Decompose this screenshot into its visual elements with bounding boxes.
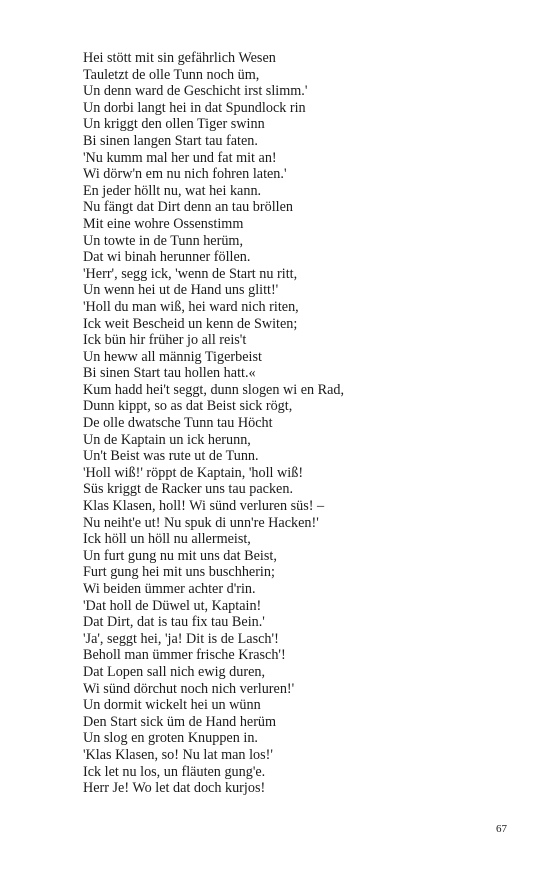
poem-line: Dat Lopen sall nich ewig duren, [83, 663, 266, 680]
poem-line: Bi sinen Start tau hollen hatt.« [83, 365, 256, 382]
poem-line: 'Dat holl de Düwel ut, Kaptain! [83, 597, 262, 614]
poem-line: 'Holl du man wiß, hei ward nich riten, [83, 298, 299, 315]
poem-line: De olle dwatsche Tunn tau Höcht [83, 415, 273, 432]
poem-line: Un wenn hei ut de Hand uns glitt!' [83, 282, 279, 299]
poem-line: 'Herr', segg ick, 'wenn de Start nu ritt, [83, 265, 298, 282]
poem-line: Furt gung hei mit uns buschherin; [83, 564, 275, 581]
poem-line: Ick let nu los, un fläuten gung'e. [83, 763, 266, 780]
poem-line: Un denn ward de Geschicht irst slimm.' [83, 83, 308, 100]
poem-line: Un kriggt den ollen Tiger swinn [83, 116, 265, 133]
poem-line: Un furt gung nu mit uns dat Beist, [83, 547, 277, 564]
poem-line: Süs kriggt de Racker uns tau packen. [83, 481, 293, 498]
poem-line: 'Ja', seggt hei, 'ja! Dit is de Lasch'! [83, 630, 279, 647]
page-number: 67 [496, 823, 507, 835]
poem-line: Hei stött mit sin gefährlich Wesen [83, 50, 276, 66]
poem-line: Wi sünd dörchut noch nich verluren!' [83, 680, 295, 697]
poem-line: 'Klas Klasen, so! Nu lat man los!' [83, 746, 273, 763]
poem-line: Kum hadd hei't seggt, dunn slogen wi en Rad, [83, 381, 345, 398]
poem-line: Un dormit wickelt hei un wünn [83, 697, 261, 714]
poem-line: Den Start sick üm de Hand herüm [83, 713, 277, 730]
poem-line: Dunn kippt, so as dat Beist sick rögt, [83, 398, 293, 415]
poem-line: Tauletzt de olle Tunn noch üm, [83, 66, 260, 83]
poem-line: Un de Kaptain un ick herunn, [83, 431, 251, 448]
poem-line: Bi sinen langen Start tau faten. [83, 132, 258, 149]
poem-line: Un slog en groten Knuppen in. [83, 730, 258, 747]
poem-line: Klas Klasen, holl! Wi sünd verluren süs! – [83, 498, 325, 515]
poem-line: Un dorbi langt hei in dat Spundlock rin [83, 99, 306, 116]
poem-line: Un't Beist was rute ut de Tunn. [83, 448, 259, 465]
poem-line: En jeder höllt nu, wat hei kann. [83, 182, 262, 199]
poem-line: Nu neiht'e ut! Nu spuk di unn're Hacken!' [83, 514, 319, 531]
poem-line: Nu fängt dat Dirt denn an tau bröllen [83, 199, 293, 216]
poem-line: Ick weit Bescheid un kenn de Switen; [83, 315, 298, 332]
poem-text [83, 50, 344, 797]
poem-line: Dat wi binah herunner föllen. [83, 249, 251, 266]
poem-line: Mit eine wohre Ossenstimm [83, 215, 244, 232]
poem-line: Ick bün hir früher jo all reis't [83, 332, 247, 349]
poem-line: Wi beiden ümmer achter d'rin. [83, 581, 256, 597]
poem-line: Wi dörw'n em nu nich fohren laten.' [83, 166, 287, 183]
poem-line: Un towte in de Tunn herüm, [83, 232, 244, 249]
poem-line: Un heww all männig Tigerbeist [83, 348, 262, 365]
poem-line: Ick höll un höll nu allermeist, [83, 531, 251, 548]
poem-line: Beholl man ümmer frische Krasch'! [83, 647, 286, 664]
poem-line: 'Nu kumm mal her und fat mit an! [83, 149, 277, 166]
poem-line: 'Holl wiß!' röppt de Kaptain, 'holl wiß! [83, 464, 304, 481]
poem-line: Herr Je! Wo let dat doch kurjos! [83, 780, 266, 797]
poem-line: Dat Dirt, dat is tau fix tau Bein.' [83, 614, 265, 631]
